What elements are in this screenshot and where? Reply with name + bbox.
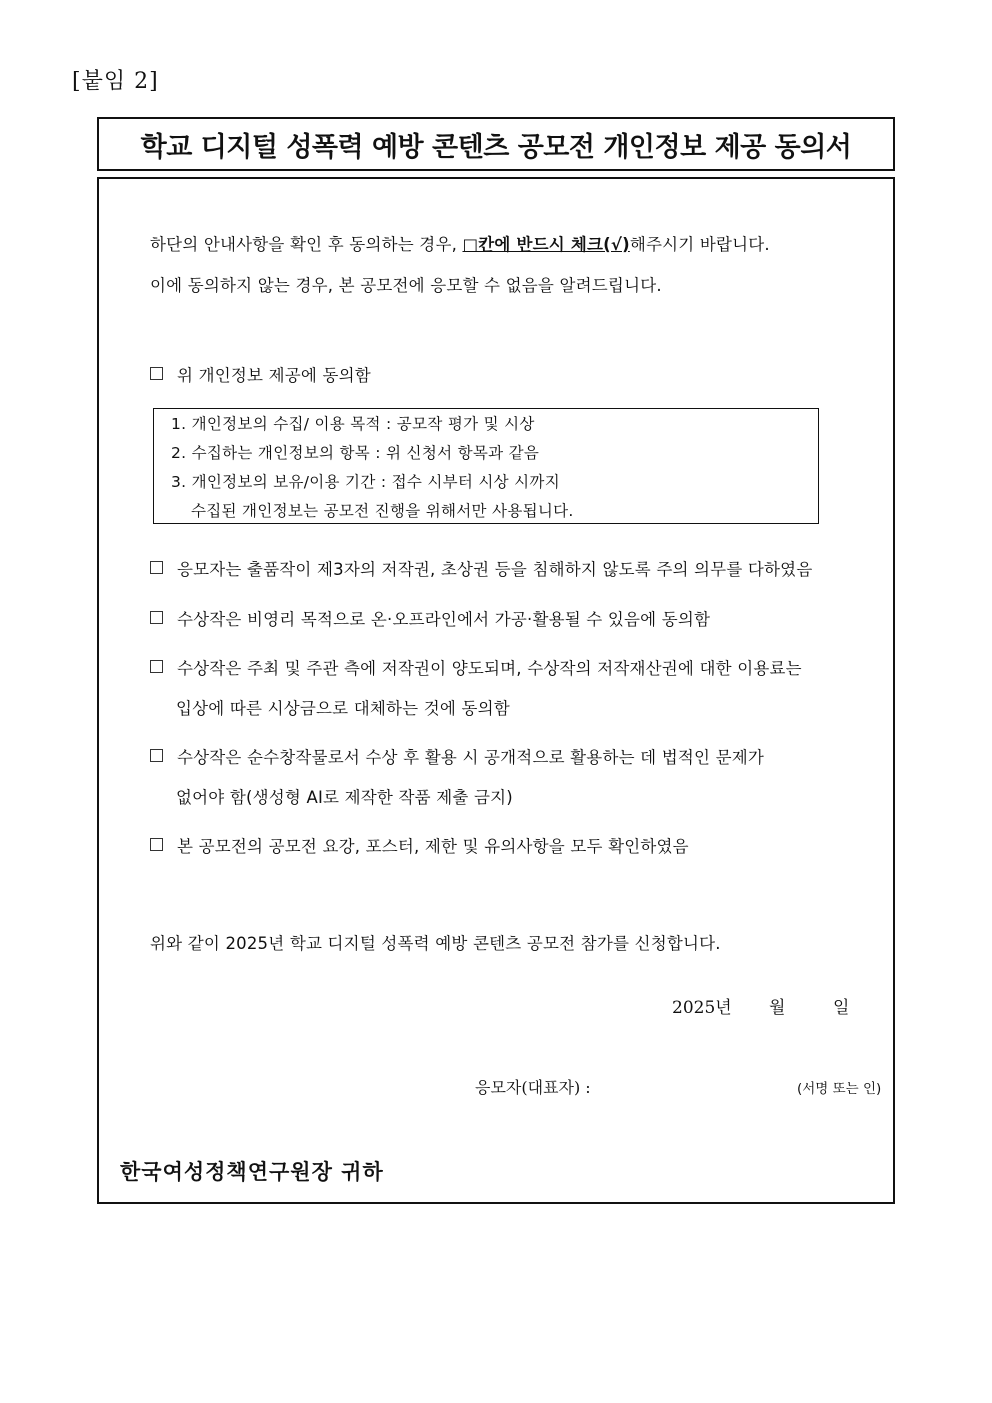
checklist-item-usage[interactable] xyxy=(150,606,710,630)
checklist-checkbox[interactable] xyxy=(150,611,163,624)
intro-text-after: 해주시기 바랍니다. xyxy=(629,235,770,254)
checklist-label: 수상작은 주최 및 주관 측에 저작권이 양도되며, 수상작의 저작재산권에 대한 이용료는 xyxy=(177,659,802,678)
info-line-usage: 수집된 개인정보는 공모전 진행을 위해서만 사용됩니다. xyxy=(191,502,574,520)
application-statement: 위와 같이 2025년 학교 디지털 성폭력 예방 콘텐츠 공모전 참가를 신청합니다. xyxy=(150,934,721,953)
checklist-checkbox[interactable] xyxy=(150,838,163,851)
date-day: 일 xyxy=(833,998,850,1018)
intro-line-1 xyxy=(150,231,770,255)
form-body xyxy=(97,177,895,1204)
checklist-label: 본 공모전의 공모전 요강, 포스터, 제한 및 유의사항을 모두 확인하였음 xyxy=(177,837,689,856)
addressee: 한국여성정책연구원장 귀하 xyxy=(120,1159,384,1184)
attachment-label: [붙임 2] xyxy=(72,69,159,94)
date-row xyxy=(672,993,849,1018)
consent-personal-info-checkbox[interactable] xyxy=(150,367,163,380)
checklist-item-original-cont: 없어야 함(생성형 AI로 제작한 작품 제출 금지) xyxy=(176,788,513,807)
date-year: 2025년 xyxy=(672,998,732,1018)
checklist-item-transfer[interactable] xyxy=(150,655,802,679)
intro-text-before: 하단의 안내사항을 확인 후 동의하는 경우, xyxy=(150,235,463,254)
info-line-items: 2. 수집하는 개인정보의 항목 : 위 신청서 항목과 같음 xyxy=(171,444,540,462)
checklist-label: 수상작은 비영리 목적으로 온·오프라인에서 가공·활용될 수 있음에 동의함 xyxy=(177,610,711,629)
checklist-item-guidelines[interactable] xyxy=(150,833,689,857)
checklist-checkbox[interactable] xyxy=(150,749,163,762)
date-month: 월 xyxy=(769,998,786,1018)
checklist-checkbox[interactable] xyxy=(150,561,163,574)
document-title: 학교 디지털 성폭력 예방 콘텐츠 공모전 개인정보 제공 동의서 xyxy=(140,131,852,163)
info-line-purpose: 1. 개인정보의 수집/ 이용 목적 : 공모작 평가 및 시상 xyxy=(171,415,535,433)
title-box xyxy=(97,117,895,171)
checklist-item-copyright[interactable] xyxy=(150,556,812,580)
checklist-label: 응모자는 출품작이 제3자의 저작권, 초상권 등을 침해하지 않도록 주의 의무를 다하였음 xyxy=(177,560,813,579)
checklist-label: 수상작은 순수창작물로서 수상 후 활용 시 공개적으로 활용하는 데 법적인 문제가 xyxy=(177,748,765,767)
checklist-checkbox[interactable] xyxy=(150,660,163,673)
checklist-item-original[interactable] xyxy=(150,744,764,768)
applicant-label: 응모자(대표자) : xyxy=(475,1078,591,1097)
checklist-item-transfer-cont: 입상에 따른 시상금으로 대체하는 것에 동의함 xyxy=(176,699,510,718)
consent-personal-info-row[interactable] xyxy=(150,362,371,386)
info-notice-box xyxy=(153,408,819,524)
intro-highlight: □칸에 반드시 체크(√) xyxy=(462,235,630,254)
info-line-period: 3. 개인정보의 보유/이용 기간 : 접수 시부터 시상 시까지 xyxy=(171,473,560,491)
consent-personal-info-label: 위 개인정보 제공에 동의함 xyxy=(177,366,371,385)
intro-line-2: 이에 동의하지 않는 경우, 본 공모전에 응모할 수 없음을 알려드립니다. xyxy=(150,276,662,295)
signature-note: (서명 또는 인) xyxy=(797,1081,882,1097)
